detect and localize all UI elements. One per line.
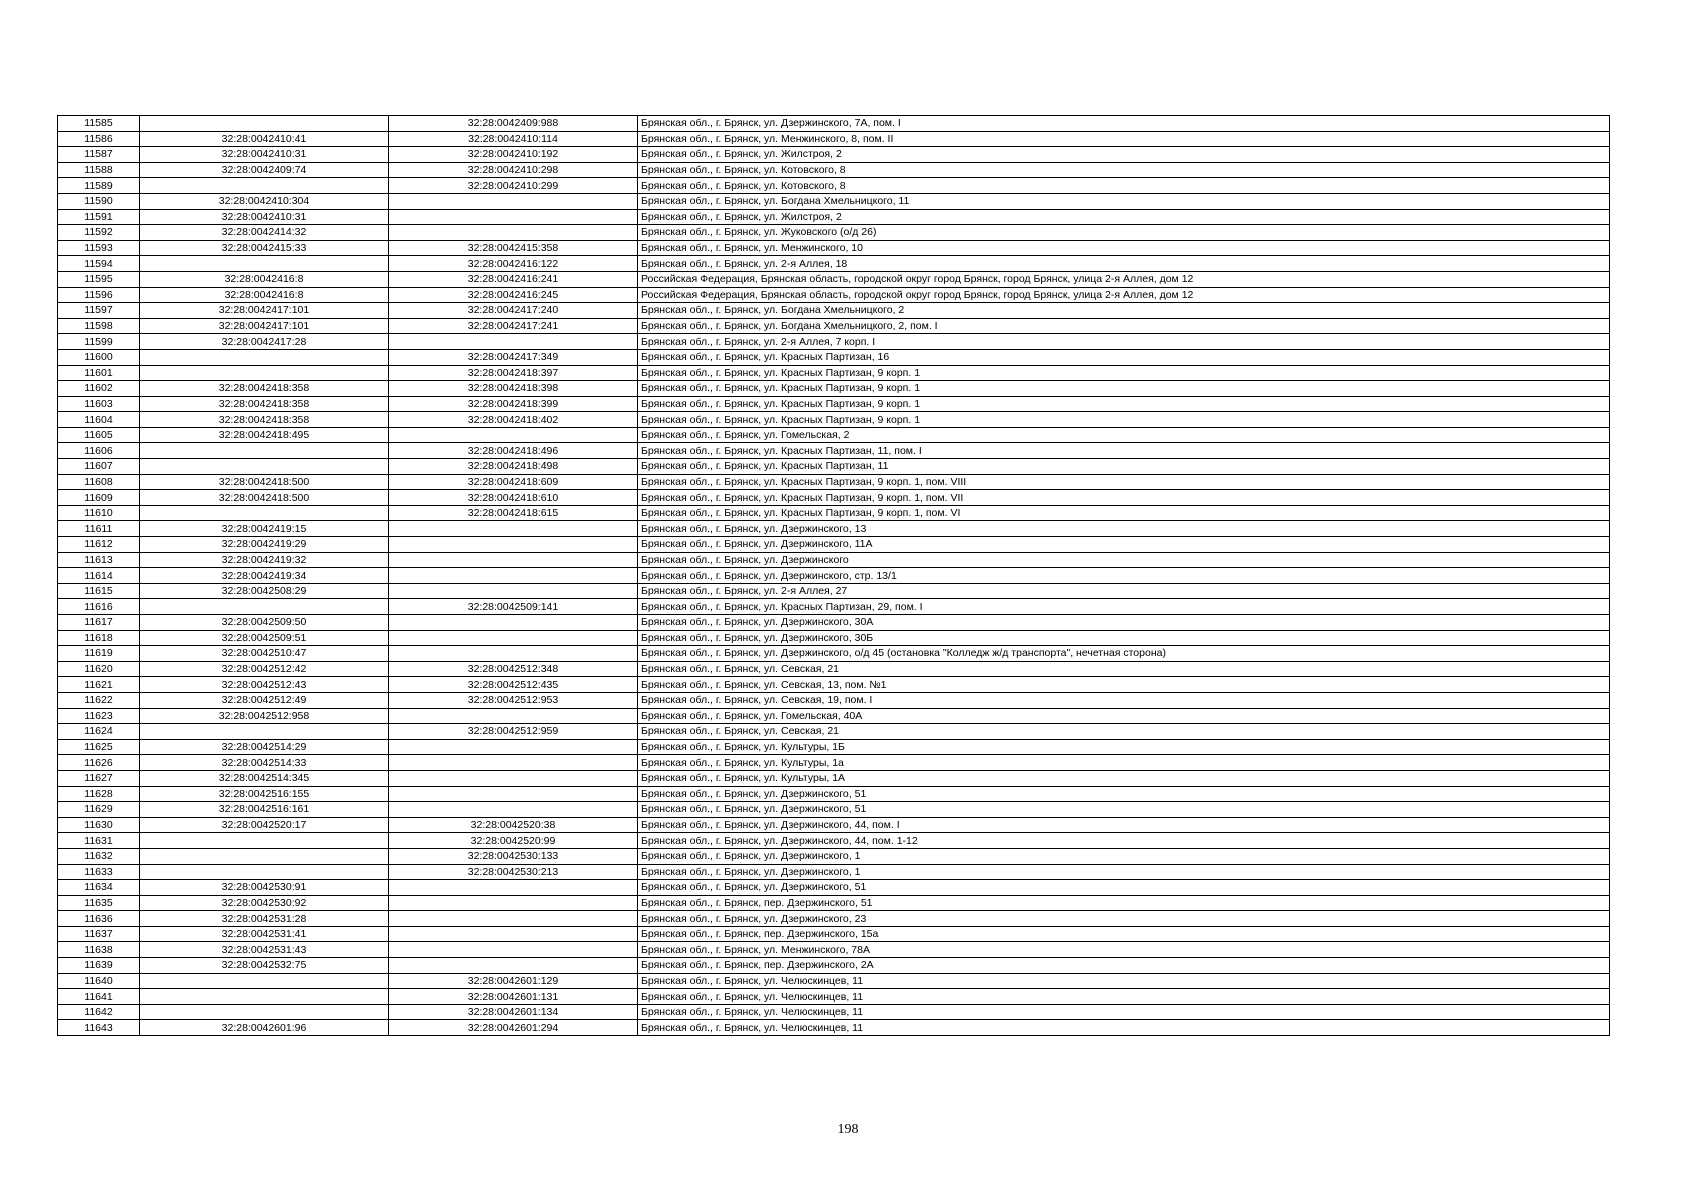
table-row bbox=[58, 349, 1610, 365]
object-cadastral-number-cell bbox=[389, 770, 638, 786]
registry-body bbox=[58, 116, 1610, 1036]
object-cadastral-number-cell: 32:28:0042417:240 bbox=[389, 303, 638, 319]
address-cell: Брянская обл., г. Брянск, ул. Севская, 21 bbox=[638, 724, 1610, 740]
address-cell: Брянская обл., г. Брянск, ул. Дзержинского, 11А bbox=[638, 537, 1610, 553]
object-cadastral-number-cell bbox=[389, 630, 638, 646]
object-cadastral-number-cell: 32:28:0042601:129 bbox=[389, 973, 638, 989]
row-number-cell: 11586 bbox=[58, 131, 140, 147]
cadastral-number-cell: 32:28:0042530:92 bbox=[140, 895, 389, 911]
object-cadastral-number-cell: 32:28:0042418:610 bbox=[389, 490, 638, 506]
table-row bbox=[58, 895, 1610, 911]
row-number-cell: 11608 bbox=[58, 474, 140, 490]
address-cell: Брянская обл., г. Брянск, ул. Красных Партизан, 9 корп. 1 bbox=[638, 396, 1610, 412]
object-cadastral-number-cell: 32:28:0042417:349 bbox=[389, 349, 638, 365]
table-row bbox=[58, 568, 1610, 584]
cadastral-number-cell bbox=[140, 989, 389, 1005]
cadastral-number-cell: 32:28:0042409:74 bbox=[140, 162, 389, 178]
cadastral-number-cell bbox=[140, 178, 389, 194]
object-cadastral-number-cell: 32:28:0042418:397 bbox=[389, 365, 638, 381]
cadastral-number-cell: 32:28:0042514:33 bbox=[140, 755, 389, 771]
object-cadastral-number-cell: 32:28:0042416:241 bbox=[389, 271, 638, 287]
table-row bbox=[58, 162, 1610, 178]
address-cell: Брянская обл., г. Брянск, ул. Красных Партизан, 9 корп. 1, пом. VII bbox=[638, 490, 1610, 506]
address-cell: Брянская обл., г. Брянск, ул. Севская, 21 bbox=[638, 661, 1610, 677]
row-number-cell: 11628 bbox=[58, 786, 140, 802]
table-row bbox=[58, 209, 1610, 225]
table-row bbox=[58, 833, 1610, 849]
cadastral-number-cell: 32:28:0042418:500 bbox=[140, 490, 389, 506]
address-cell: Брянская обл., г. Брянск, ул. Менжинского, 78А bbox=[638, 942, 1610, 958]
address-cell: Брянская обл., г. Брянск, ул. Культуры, 1А bbox=[638, 770, 1610, 786]
cadastral-number-cell: 32:28:0042418:358 bbox=[140, 396, 389, 412]
table-row bbox=[58, 802, 1610, 818]
address-cell: Брянская обл., г. Брянск, ул. Культуры, 1а bbox=[638, 755, 1610, 771]
table-row bbox=[58, 505, 1610, 521]
address-cell: Брянская обл., г. Брянск, ул. Менжинского, 8, пом. II bbox=[638, 131, 1610, 147]
cadastral-number-cell: 32:28:0042419:34 bbox=[140, 568, 389, 584]
row-number-cell: 11618 bbox=[58, 630, 140, 646]
cadastral-number-cell: 32:28:0042531:28 bbox=[140, 911, 389, 927]
cadastral-number-cell: 32:28:0042531:43 bbox=[140, 942, 389, 958]
page-number: 198 bbox=[837, 1122, 859, 1137]
row-number-cell: 11625 bbox=[58, 739, 140, 755]
object-cadastral-number-cell bbox=[389, 615, 638, 631]
object-cadastral-number-cell: 32:28:0042418:609 bbox=[389, 474, 638, 490]
row-number-cell: 11589 bbox=[58, 178, 140, 194]
row-number-cell: 11639 bbox=[58, 958, 140, 974]
cadastral-number-cell: 32:28:0042509:50 bbox=[140, 615, 389, 631]
cadastral-number-cell: 32:28:0042514:345 bbox=[140, 770, 389, 786]
cadastral-number-cell bbox=[140, 459, 389, 475]
address-cell: Брянская обл., г. Брянск, ул. Дзержинского, 30Б bbox=[638, 630, 1610, 646]
row-number-cell: 11596 bbox=[58, 287, 140, 303]
row-number-cell: 11630 bbox=[58, 817, 140, 833]
table-row bbox=[58, 942, 1610, 958]
address-cell: Брянская обл., г. Брянск, ул. Красных Партизан, 9 корп. 1, пом. VI bbox=[638, 505, 1610, 521]
cadastral-number-cell bbox=[140, 443, 389, 459]
address-cell: Брянская обл., г. Брянск, ул. Дзержинского, 51 bbox=[638, 880, 1610, 896]
object-cadastral-number-cell bbox=[389, 225, 638, 241]
row-number-cell: 11611 bbox=[58, 521, 140, 537]
row-number-cell: 11601 bbox=[58, 365, 140, 381]
object-cadastral-number-cell bbox=[389, 334, 638, 350]
object-cadastral-number-cell bbox=[389, 427, 638, 443]
row-number-cell: 11595 bbox=[58, 271, 140, 287]
row-number-cell: 11627 bbox=[58, 770, 140, 786]
cadastral-number-cell: 32:28:0042418:495 bbox=[140, 427, 389, 443]
cadastral-number-cell: 32:28:0042416:8 bbox=[140, 287, 389, 303]
object-cadastral-number-cell: 32:28:0042512:435 bbox=[389, 677, 638, 693]
table-row bbox=[58, 131, 1610, 147]
address-cell: Брянская обл., г. Брянск, ул. Дзержинского, 7А, пом. I bbox=[638, 116, 1610, 132]
address-cell: Брянская обл., г. Брянск, ул. Красных Партизан, 9 корп. 1 bbox=[638, 381, 1610, 397]
cadastral-number-cell: 32:28:0042520:17 bbox=[140, 817, 389, 833]
table-row bbox=[58, 677, 1610, 693]
address-cell: Брянская обл., г. Брянск, ул. Дзержинского, 51 bbox=[638, 802, 1610, 818]
address-cell: Брянская обл., г. Брянск, ул. Красных Партизан, 9 корп. 1 bbox=[638, 365, 1610, 381]
address-cell: Брянская обл., г. Брянск, ул. Красных Партизан, 16 bbox=[638, 349, 1610, 365]
row-number-cell: 11642 bbox=[58, 1004, 140, 1020]
object-cadastral-number-cell bbox=[389, 193, 638, 209]
address-cell: Брянская обл., г. Брянск, ул. Севская, 13, пом. №1 bbox=[638, 677, 1610, 693]
table-row bbox=[58, 817, 1610, 833]
address-cell: Брянская обл., г. Брянск, ул. Жилстроя, 2 bbox=[638, 147, 1610, 163]
table-row bbox=[58, 911, 1610, 927]
row-number-cell: 11619 bbox=[58, 646, 140, 662]
address-cell: Брянская обл., г. Брянск, ул. Дзержинского, 44, пом. 1-12 bbox=[638, 833, 1610, 849]
table-row bbox=[58, 661, 1610, 677]
table-row bbox=[58, 318, 1610, 334]
cadastral-number-cell bbox=[140, 256, 389, 272]
table-row bbox=[58, 958, 1610, 974]
address-cell: Брянская обл., г. Брянск, ул. Гомельская, 2 bbox=[638, 427, 1610, 443]
row-number-cell: 11593 bbox=[58, 240, 140, 256]
address-cell: Брянская обл., г. Брянск, ул. Богдана Хмельницкого, 2 bbox=[638, 303, 1610, 319]
address-cell: Брянская обл., г. Брянск, ул. Дзержинского, 1 bbox=[638, 864, 1610, 880]
cadastral-number-cell bbox=[140, 848, 389, 864]
cadastral-number-cell: 32:28:0042512:43 bbox=[140, 677, 389, 693]
address-cell: Брянская обл., г. Брянск, ул. Дзержинского, 44, пом. I bbox=[638, 817, 1610, 833]
address-cell: Брянская обл., г. Брянск, ул. Челюскинцев, 11 bbox=[638, 1020, 1610, 1036]
table-row bbox=[58, 459, 1610, 475]
address-cell: Брянская обл., г. Брянск, ул. Дзержинского, 13 bbox=[638, 521, 1610, 537]
address-cell: Брянская обл., г. Брянск, ул. Жилстроя, 2 bbox=[638, 209, 1610, 225]
table-row bbox=[58, 537, 1610, 553]
object-cadastral-number-cell bbox=[389, 942, 638, 958]
object-cadastral-number-cell bbox=[389, 552, 638, 568]
object-cadastral-number-cell bbox=[389, 537, 638, 553]
table-row bbox=[58, 240, 1610, 256]
table-row bbox=[58, 1020, 1610, 1036]
table-row bbox=[58, 848, 1610, 864]
address-cell: Брянская обл., г. Брянск, ул. Богдана Хмельницкого, 11 bbox=[638, 193, 1610, 209]
object-cadastral-number-cell bbox=[389, 568, 638, 584]
address-cell: Брянская обл., г. Брянск, ул. Жуковского (о/д 26) bbox=[638, 225, 1610, 241]
address-cell: Брянская обл., г. Брянск, ул. Дзержинского, стр. 13/1 bbox=[638, 568, 1610, 584]
object-cadastral-number-cell: 32:28:0042417:241 bbox=[389, 318, 638, 334]
address-cell: Брянская обл., г. Брянск, ул. Дзержинского, 1 bbox=[638, 848, 1610, 864]
address-cell: Брянская обл., г. Брянск, ул. 2-я Аллея, 27 bbox=[638, 583, 1610, 599]
cadastral-number-cell: 32:28:0042416:8 bbox=[140, 271, 389, 287]
cadastral-number-cell bbox=[140, 833, 389, 849]
cadastral-number-cell: 32:28:0042508:29 bbox=[140, 583, 389, 599]
row-number-cell: 11624 bbox=[58, 724, 140, 740]
object-cadastral-number-cell: 32:28:0042509:141 bbox=[389, 599, 638, 615]
object-cadastral-number-cell: 32:28:0042520:38 bbox=[389, 817, 638, 833]
cadastral-number-cell: 32:28:0042418:358 bbox=[140, 412, 389, 428]
cadastral-number-cell bbox=[140, 973, 389, 989]
cadastral-number-cell: 32:28:0042410:31 bbox=[140, 147, 389, 163]
object-cadastral-number-cell: 32:28:0042410:192 bbox=[389, 147, 638, 163]
table-row bbox=[58, 412, 1610, 428]
row-number-cell: 11600 bbox=[58, 349, 140, 365]
table-row bbox=[58, 256, 1610, 272]
cadastral-number-cell bbox=[140, 1004, 389, 1020]
cadastral-number-cell: 32:28:0042417:101 bbox=[140, 318, 389, 334]
table-row bbox=[58, 490, 1610, 506]
cadastral-number-cell: 32:28:0042530:91 bbox=[140, 880, 389, 896]
row-number-cell: 11612 bbox=[58, 537, 140, 553]
object-cadastral-number-cell: 32:28:0042410:298 bbox=[389, 162, 638, 178]
cadastral-number-cell: 32:28:0042415:33 bbox=[140, 240, 389, 256]
object-cadastral-number-cell: 32:28:0042410:299 bbox=[389, 178, 638, 194]
row-number-cell: 11609 bbox=[58, 490, 140, 506]
cadastral-number-cell bbox=[140, 349, 389, 365]
object-cadastral-number-cell: 32:28:0042415:358 bbox=[389, 240, 638, 256]
object-cadastral-number-cell bbox=[389, 708, 638, 724]
object-cadastral-number-cell: 32:28:0042530:213 bbox=[389, 864, 638, 880]
table-row bbox=[58, 926, 1610, 942]
row-number-cell: 11615 bbox=[58, 583, 140, 599]
object-cadastral-number-cell bbox=[389, 739, 638, 755]
table-row bbox=[58, 334, 1610, 350]
row-number-cell: 11643 bbox=[58, 1020, 140, 1036]
row-number-cell: 11607 bbox=[58, 459, 140, 475]
cadastral-number-cell: 32:28:0042601:96 bbox=[140, 1020, 389, 1036]
row-number-cell: 11626 bbox=[58, 755, 140, 771]
object-cadastral-number-cell: 32:28:0042512:959 bbox=[389, 724, 638, 740]
cadastral-number-cell: 32:28:0042419:32 bbox=[140, 552, 389, 568]
object-cadastral-number-cell bbox=[389, 755, 638, 771]
row-number-cell: 11599 bbox=[58, 334, 140, 350]
cadastral-number-cell: 32:28:0042417:28 bbox=[140, 334, 389, 350]
address-cell: Брянская обл., г. Брянск, ул. Дзержинского, 51 bbox=[638, 786, 1610, 802]
table-row bbox=[58, 615, 1610, 631]
object-cadastral-number-cell bbox=[389, 958, 638, 974]
row-number-cell: 11585 bbox=[58, 116, 140, 132]
address-cell: Брянская обл., г. Брянск, ул. Котовского, 8 bbox=[638, 178, 1610, 194]
address-cell: Брянская обл., г. Брянск, ул. Красных Партизан, 11 bbox=[638, 459, 1610, 475]
table-row bbox=[58, 973, 1610, 989]
row-number-cell: 11638 bbox=[58, 942, 140, 958]
row-number-cell: 11640 bbox=[58, 973, 140, 989]
row-number-cell: 11641 bbox=[58, 989, 140, 1005]
address-cell: Брянская обл., г. Брянск, ул. Дзержинского bbox=[638, 552, 1610, 568]
table-row bbox=[58, 864, 1610, 880]
row-number-cell: 11613 bbox=[58, 552, 140, 568]
table-row bbox=[58, 287, 1610, 303]
cadastral-number-cell: 32:28:0042531:41 bbox=[140, 926, 389, 942]
address-cell: Брянская обл., г. Брянск, ул. Челюскинцев, 11 bbox=[638, 989, 1610, 1005]
cadastral-number-cell bbox=[140, 724, 389, 740]
cadastral-number-cell: 32:28:0042510:47 bbox=[140, 646, 389, 662]
address-cell: Брянская обл., г. Брянск, ул. 2-я Аллея, 7 корп. I bbox=[638, 334, 1610, 350]
cadastral-number-cell: 32:28:0042410:304 bbox=[140, 193, 389, 209]
row-number-cell: 11632 bbox=[58, 848, 140, 864]
table-row bbox=[58, 1004, 1610, 1020]
object-cadastral-number-cell: 32:28:0042410:114 bbox=[389, 131, 638, 147]
address-cell: Брянская обл., г. Брянск, ул. Севская, 19, пом. I bbox=[638, 692, 1610, 708]
cadastral-number-cell: 32:28:0042532:75 bbox=[140, 958, 389, 974]
row-number-cell: 11634 bbox=[58, 880, 140, 896]
table-row bbox=[58, 552, 1610, 568]
address-cell: Брянская обл., г. Брянск, пер. Дзержинского, 51 bbox=[638, 895, 1610, 911]
row-number-cell: 11635 bbox=[58, 895, 140, 911]
table-row bbox=[58, 583, 1610, 599]
row-number-cell: 11622 bbox=[58, 692, 140, 708]
object-cadastral-number-cell bbox=[389, 646, 638, 662]
object-cadastral-number-cell bbox=[389, 895, 638, 911]
object-cadastral-number-cell: 32:28:0042418:399 bbox=[389, 396, 638, 412]
address-cell: Брянская обл., г. Брянск, ул. Красных Партизан, 11, пом. I bbox=[638, 443, 1610, 459]
cadastral-number-cell bbox=[140, 599, 389, 615]
table-row bbox=[58, 147, 1610, 163]
object-cadastral-number-cell: 32:28:0042409:988 bbox=[389, 116, 638, 132]
address-cell: Брянская обл., г. Брянск, ул. Красных Партизан, 29, пом. I bbox=[638, 599, 1610, 615]
object-cadastral-number-cell: 32:28:0042601:131 bbox=[389, 989, 638, 1005]
cadastral-number-cell: 32:28:0042516:155 bbox=[140, 786, 389, 802]
cadastral-number-cell bbox=[140, 864, 389, 880]
cadastral-number-cell: 32:28:0042516:161 bbox=[140, 802, 389, 818]
object-cadastral-number-cell: 32:28:0042601:294 bbox=[389, 1020, 638, 1036]
cadastral-number-cell: 32:28:0042512:49 bbox=[140, 692, 389, 708]
object-cadastral-number-cell bbox=[389, 880, 638, 896]
row-number-cell: 11610 bbox=[58, 505, 140, 521]
address-cell: Брянская обл., г. Брянск, ул. Котовского, 8 bbox=[638, 162, 1610, 178]
table-row bbox=[58, 193, 1610, 209]
address-cell: Брянская обл., г. Брянск, ул. Гомельская, 40А bbox=[638, 708, 1610, 724]
row-number-cell: 11629 bbox=[58, 802, 140, 818]
row-number-cell: 11620 bbox=[58, 661, 140, 677]
address-cell: Брянская обл., г. Брянск, ул. Дзержинского, о/д 45 (остановка "Колледж ж/д транспорта", нечетная сторона) bbox=[638, 646, 1610, 662]
table-row bbox=[58, 646, 1610, 662]
object-cadastral-number-cell: 32:28:0042512:348 bbox=[389, 661, 638, 677]
table-row bbox=[58, 692, 1610, 708]
table-row bbox=[58, 521, 1610, 537]
row-number-cell: 11590 bbox=[58, 193, 140, 209]
row-number-cell: 11631 bbox=[58, 833, 140, 849]
address-cell: Брянская обл., г. Брянск, ул. Дзержинского, 23 bbox=[638, 911, 1610, 927]
address-cell: Российская Федерация, Брянская область, городской округ город Брянск, город Брянск, улица 2-я Аллея, дом 12 bbox=[638, 287, 1610, 303]
row-number-cell: 11623 bbox=[58, 708, 140, 724]
address-cell: Брянская обл., г. Брянск, ул. Богдана Хмельницкого, 2, пом. I bbox=[638, 318, 1610, 334]
table-row bbox=[58, 427, 1610, 443]
cadastral-number-cell: 32:28:0042414:32 bbox=[140, 225, 389, 241]
row-number-cell: 11598 bbox=[58, 318, 140, 334]
address-cell: Брянская обл., г. Брянск, ул. Красных Партизан, 9 корп. 1, пом. VIII bbox=[638, 474, 1610, 490]
cadastral-number-cell: 32:28:0042509:51 bbox=[140, 630, 389, 646]
cadastral-number-cell: 32:28:0042512:42 bbox=[140, 661, 389, 677]
table-row bbox=[58, 396, 1610, 412]
row-number-cell: 11604 bbox=[58, 412, 140, 428]
object-cadastral-number-cell: 32:28:0042418:498 bbox=[389, 459, 638, 475]
table-row bbox=[58, 630, 1610, 646]
cadastral-number-cell: 32:28:0042417:101 bbox=[140, 303, 389, 319]
address-cell: Брянская обл., г. Брянск, ул. Менжинского, 10 bbox=[638, 240, 1610, 256]
row-number-cell: 11614 bbox=[58, 568, 140, 584]
table-row bbox=[58, 365, 1610, 381]
cadastral-number-cell: 32:28:0042410:31 bbox=[140, 209, 389, 225]
address-cell: Брянская обл., г. Брянск, пер. Дзержинского, 2А bbox=[638, 958, 1610, 974]
address-cell: Брянская обл., г. Брянск, ул. Челюскинцев, 11 bbox=[638, 973, 1610, 989]
address-cell: Брянская обл., г. Брянск, ул. 2-я Аллея, 18 bbox=[638, 256, 1610, 272]
table-row bbox=[58, 708, 1610, 724]
object-cadastral-number-cell bbox=[389, 583, 638, 599]
row-number-cell: 11597 bbox=[58, 303, 140, 319]
row-number-cell: 11588 bbox=[58, 162, 140, 178]
row-number-cell: 11592 bbox=[58, 225, 140, 241]
table-row bbox=[58, 755, 1610, 771]
object-cadastral-number-cell bbox=[389, 926, 638, 942]
row-number-cell: 11594 bbox=[58, 256, 140, 272]
address-cell: Брянская обл., г. Брянск, ул. Дзержинского, 30А bbox=[638, 615, 1610, 631]
address-cell: Брянская обл., г. Брянск, ул. Культуры, 1Б bbox=[638, 739, 1610, 755]
table-row bbox=[58, 880, 1610, 896]
cadastral-number-cell: 32:28:0042419:15 bbox=[140, 521, 389, 537]
object-cadastral-number-cell bbox=[389, 521, 638, 537]
object-cadastral-number-cell: 32:28:0042520:99 bbox=[389, 833, 638, 849]
row-number-cell: 11633 bbox=[58, 864, 140, 880]
row-number-cell: 11636 bbox=[58, 911, 140, 927]
object-cadastral-number-cell bbox=[389, 209, 638, 225]
row-number-cell: 11617 bbox=[58, 615, 140, 631]
object-cadastral-number-cell: 32:28:0042418:615 bbox=[389, 505, 638, 521]
address-cell: Брянская обл., г. Брянск, ул. Красных Партизан, 9 корп. 1 bbox=[638, 412, 1610, 428]
row-number-cell: 11606 bbox=[58, 443, 140, 459]
object-cadastral-number-cell: 32:28:0042418:398 bbox=[389, 381, 638, 397]
table-row bbox=[58, 474, 1610, 490]
table-row bbox=[58, 381, 1610, 397]
row-number-cell: 11603 bbox=[58, 396, 140, 412]
table-row bbox=[58, 225, 1610, 241]
cadastral-number-cell bbox=[140, 505, 389, 521]
table-row bbox=[58, 989, 1610, 1005]
table-row bbox=[58, 116, 1610, 132]
cadastral-number-cell: 32:28:0042418:358 bbox=[140, 381, 389, 397]
row-number-cell: 11616 bbox=[58, 599, 140, 615]
object-cadastral-number-cell: 32:28:0042530:133 bbox=[389, 848, 638, 864]
object-cadastral-number-cell bbox=[389, 802, 638, 818]
row-number-cell: 11605 bbox=[58, 427, 140, 443]
object-cadastral-number-cell: 32:28:0042416:122 bbox=[389, 256, 638, 272]
object-cadastral-number-cell: 32:28:0042512:953 bbox=[389, 692, 638, 708]
address-cell: Брянская обл., г. Брянск, пер. Дзержинского, 15а bbox=[638, 926, 1610, 942]
row-number-cell: 11587 bbox=[58, 147, 140, 163]
object-cadastral-number-cell: 32:28:0042416:245 bbox=[389, 287, 638, 303]
cadastral-number-cell bbox=[140, 116, 389, 132]
object-cadastral-number-cell bbox=[389, 911, 638, 927]
table-row bbox=[58, 724, 1610, 740]
cadastral-number-cell: 32:28:0042419:29 bbox=[140, 537, 389, 553]
object-cadastral-number-cell bbox=[389, 786, 638, 802]
object-cadastral-number-cell: 32:28:0042418:496 bbox=[389, 443, 638, 459]
table-row bbox=[58, 739, 1610, 755]
object-cadastral-number-cell: 32:28:0042601:134 bbox=[389, 1004, 638, 1020]
table-row bbox=[58, 770, 1610, 786]
table-row bbox=[58, 303, 1610, 319]
registry-table bbox=[57, 115, 1610, 1036]
cadastral-number-cell: 32:28:0042512:958 bbox=[140, 708, 389, 724]
row-number-cell: 11621 bbox=[58, 677, 140, 693]
address-cell: Брянская обл., г. Брянск, ул. Челюскинцев, 11 bbox=[638, 1004, 1610, 1020]
table-row bbox=[58, 786, 1610, 802]
table-row bbox=[58, 271, 1610, 287]
table-row bbox=[58, 443, 1610, 459]
object-cadastral-number-cell: 32:28:0042418:402 bbox=[389, 412, 638, 428]
row-number-cell: 11591 bbox=[58, 209, 140, 225]
cadastral-number-cell: 32:28:0042410:41 bbox=[140, 131, 389, 147]
table-row bbox=[58, 599, 1610, 615]
row-number-cell: 11637 bbox=[58, 926, 140, 942]
row-number-cell: 11602 bbox=[58, 381, 140, 397]
cadastral-number-cell bbox=[140, 365, 389, 381]
cadastral-number-cell: 32:28:0042418:500 bbox=[140, 474, 389, 490]
cadastral-number-cell: 32:28:0042514:29 bbox=[140, 739, 389, 755]
table-row bbox=[58, 178, 1610, 194]
address-cell: Российская Федерация, Брянская область, городской округ город Брянск, город Брянск, улица 2-я Аллея, дом 12 bbox=[638, 271, 1610, 287]
